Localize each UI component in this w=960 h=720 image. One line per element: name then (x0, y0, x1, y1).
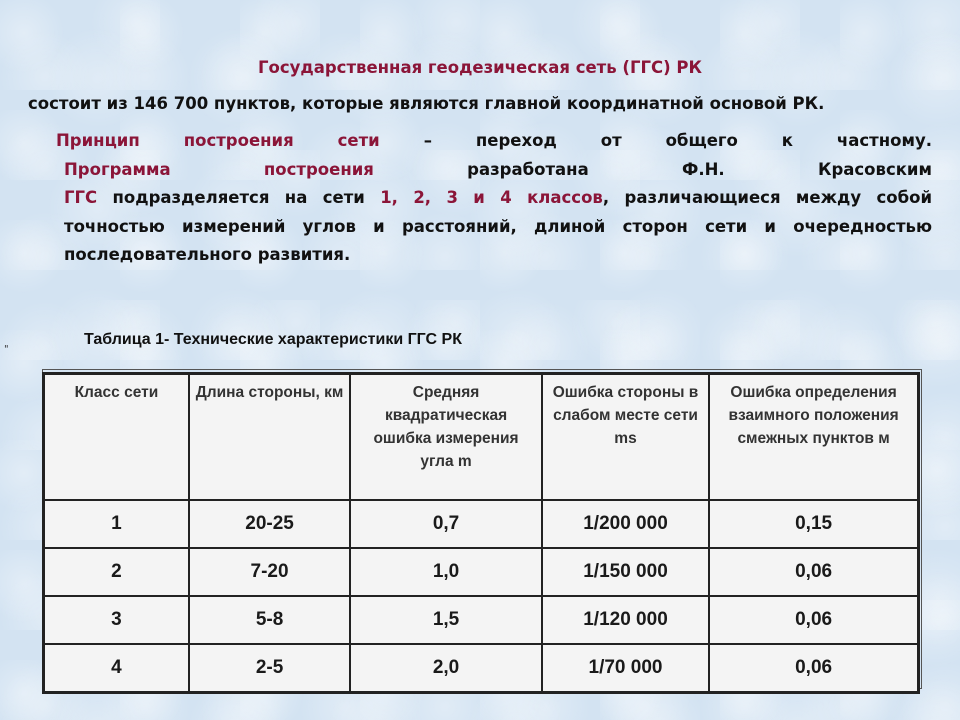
table-row (44, 644, 919, 693)
header-position-error: Ошибка определения взаимного положения смежных пунктов м (709, 374, 918, 500)
ggs-text: подразделяется на сети (97, 188, 381, 207)
cell-position-error: 0,06 (709, 596, 918, 644)
cell-angle-error: 1,5 (350, 596, 542, 644)
paragraph-line-3 (64, 184, 932, 213)
cell-side-error: 1/200 000 (542, 500, 709, 548)
classes-term: 1, 2, 3 и 4 классов (380, 188, 603, 207)
ggs-term: ГГС (64, 188, 98, 207)
cell-length: 20-25 (189, 500, 350, 548)
stray-mark: " (4, 344, 9, 355)
paragraph-line-1 (56, 127, 932, 156)
slide-subtitle: состоит из 146 700 пунктов, которые являются главной координатной основой РК. (28, 94, 825, 113)
description-paragraph (56, 127, 933, 270)
cell-position-error: 0,06 (709, 548, 918, 596)
principle-text: – переход от общего к частному. (379, 131, 932, 150)
cell-class: 1 (44, 500, 189, 548)
classes-text: , различающиеся между собой (602, 188, 933, 207)
cell-side-error: 1/120 000 (542, 596, 709, 644)
cell-class: 2 (44, 548, 189, 596)
cell-side-error: 1/150 000 (542, 548, 709, 596)
cell-angle-error: 1,0 (350, 548, 542, 596)
cell-position-error: 0,15 (709, 500, 918, 548)
program-term: Программа построения (64, 159, 374, 179)
slide-title: Государственная геодезическая сеть (ГГС) РК (258, 58, 702, 77)
cell-length: 2-5 (189, 644, 350, 693)
table-caption: Таблица 1- Технические характеристики ГГС РК (84, 331, 462, 348)
table-row (44, 500, 919, 548)
specs-table (42, 372, 920, 694)
cell-side-error: 1/70 000 (542, 644, 709, 693)
cell-angle-error: 0,7 (350, 500, 542, 548)
principle-term: Принцип построения сети (56, 131, 380, 150)
cell-angle-error: 2,0 (350, 644, 542, 693)
paragraph-line-5: последовательного развития. (64, 245, 351, 264)
cell-class: 4 (44, 644, 189, 693)
paragraph-line-4: точностью измерений углов и расстояний, длиной сторон сети и очередностью (64, 216, 932, 236)
header-length: Длина стороны, км (189, 374, 350, 500)
header-class: Класс сети (44, 374, 189, 500)
program-text: разработана Ф.Н. Красовским (373, 159, 932, 179)
table-header-row (44, 374, 919, 500)
table-row (44, 596, 919, 644)
cell-length: 7-20 (189, 548, 350, 596)
cell-class: 3 (44, 596, 189, 644)
table-row (44, 548, 919, 596)
header-side-error: Ошибка стороны в слабом месте сети ms (542, 374, 709, 500)
cell-position-error: 0,06 (709, 644, 918, 693)
paragraph-line-2 (64, 156, 932, 185)
header-angle-error: Средняя квадратическая ошибка измерения угла m (350, 374, 542, 500)
cell-length: 5-8 (189, 596, 350, 644)
